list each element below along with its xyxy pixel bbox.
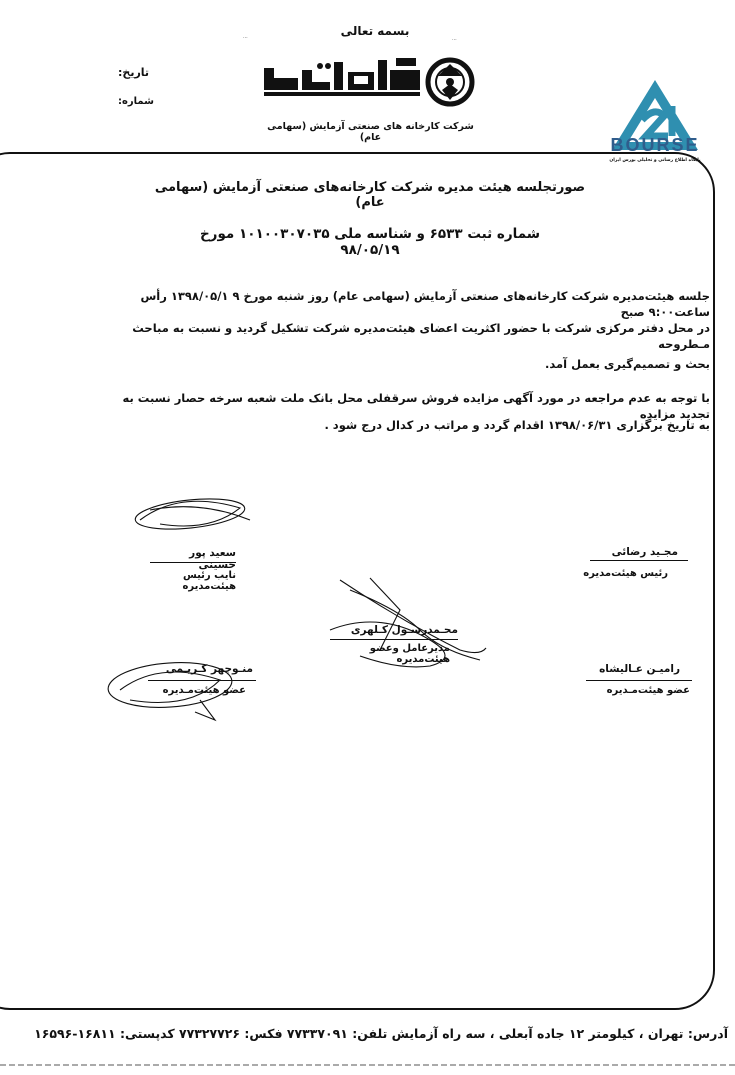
azmayesh-emblem-icon xyxy=(424,56,476,108)
bourse-caption: پایگاه اطلاع رسانی و تحلیلی بورس ایران xyxy=(609,158,701,163)
bismillah-heading: بسمه تعالی xyxy=(340,24,410,38)
date-label: تاریخ: xyxy=(118,66,150,79)
signature-line xyxy=(586,680,692,681)
signatory-name: محـمدرسـول کـلهری xyxy=(350,624,458,636)
signature-line xyxy=(590,560,688,561)
signature-line xyxy=(150,562,236,563)
footer-dashed-rule xyxy=(0,1062,735,1068)
signatory-name: مجـید رضائی xyxy=(611,546,678,558)
tiny-header-mark-right: ... xyxy=(243,34,248,40)
body-line: به تاریخ برگزاری ۱۳۹۸/۰۶/۳۱ اقدام گردد و مراتب در کدال درج شود . xyxy=(324,418,710,432)
body-line: بحث و تصمیم‌گیری بعمل آمد. xyxy=(545,357,710,371)
azmayesh-logo-wordmark xyxy=(262,56,422,102)
body-line: جلسه هیئت‌مدیره شرکت کارخانه‌های صنعتی آزمایش (سهامی عام) روز شنبه مورخ ۹ ۱۳۹۸/۰۵/۱ رأس ساعت۹:۰۰ صبح xyxy=(140,289,710,319)
company-subtitle: شرکت کارخانه های صنعتی آزمایش (سهامی عام) xyxy=(267,121,474,143)
signatory-role: مدیرعامل وعضو هیئت‌مدیره xyxy=(369,643,450,665)
signatory-role: عضو هیئت‌مـدیره xyxy=(606,685,690,696)
tiny-header-mark-left: ... xyxy=(452,36,457,42)
signatory-name: سعید پور حسینی xyxy=(189,547,236,571)
document-frame xyxy=(0,152,715,1010)
footer-address: آدرس: تهران ، کیلومتر ۱۲ جاده آبعلی ، سه راه آزمایش تلفن: ۷۷۳۳۷۰۹۱ فکس: ۷۷۳۲۷۷۲۶ کدپستی: ۱۶۸۱۱-۱۶۵۹۶ xyxy=(34,1026,728,1041)
signatory-role: رئیس هیئت‌مدیره xyxy=(583,568,668,579)
signatory-role: نایب رئیس هیئت‌مدیره xyxy=(182,570,236,592)
number-label: شماره: xyxy=(118,96,154,107)
bourse-wordmark: BOURSE xyxy=(610,135,700,155)
signatory-role: عضو هیئت‌مـدیره xyxy=(162,685,246,696)
body-line: در محل دفتر مرکزی شرکت با حضور اکثریت اعضای هیئت‌مدیره شرکت تشکیل گردید و نسبت به مباحث مـطروحه xyxy=(132,321,710,351)
signature-line xyxy=(330,639,458,640)
document-subtitle: شماره ثبت ۶۵۳۳ و شناسه ملی ۱۰۱۰۰۳۰۷۰۳۵ مورخ ۹۸/۰۵/۱۹ xyxy=(199,226,541,258)
signature-line xyxy=(148,680,256,681)
document-title: صورتجلسه هیئت مدیره شرکت کارخانه‌های صنعتی آزمایش (سهامی عام) xyxy=(154,180,586,210)
signatory-name: منـوچهر کـریـمی xyxy=(165,663,253,675)
signatory-name: رامیـن عـالیشاه xyxy=(599,663,680,675)
body-line: با توجه به عدم مراجعه در مورد آگهی مزایده فروش سرقفلی محل بانک ملت شعبه سرخه حصار نسبت به تجدید مزایده xyxy=(122,391,710,421)
